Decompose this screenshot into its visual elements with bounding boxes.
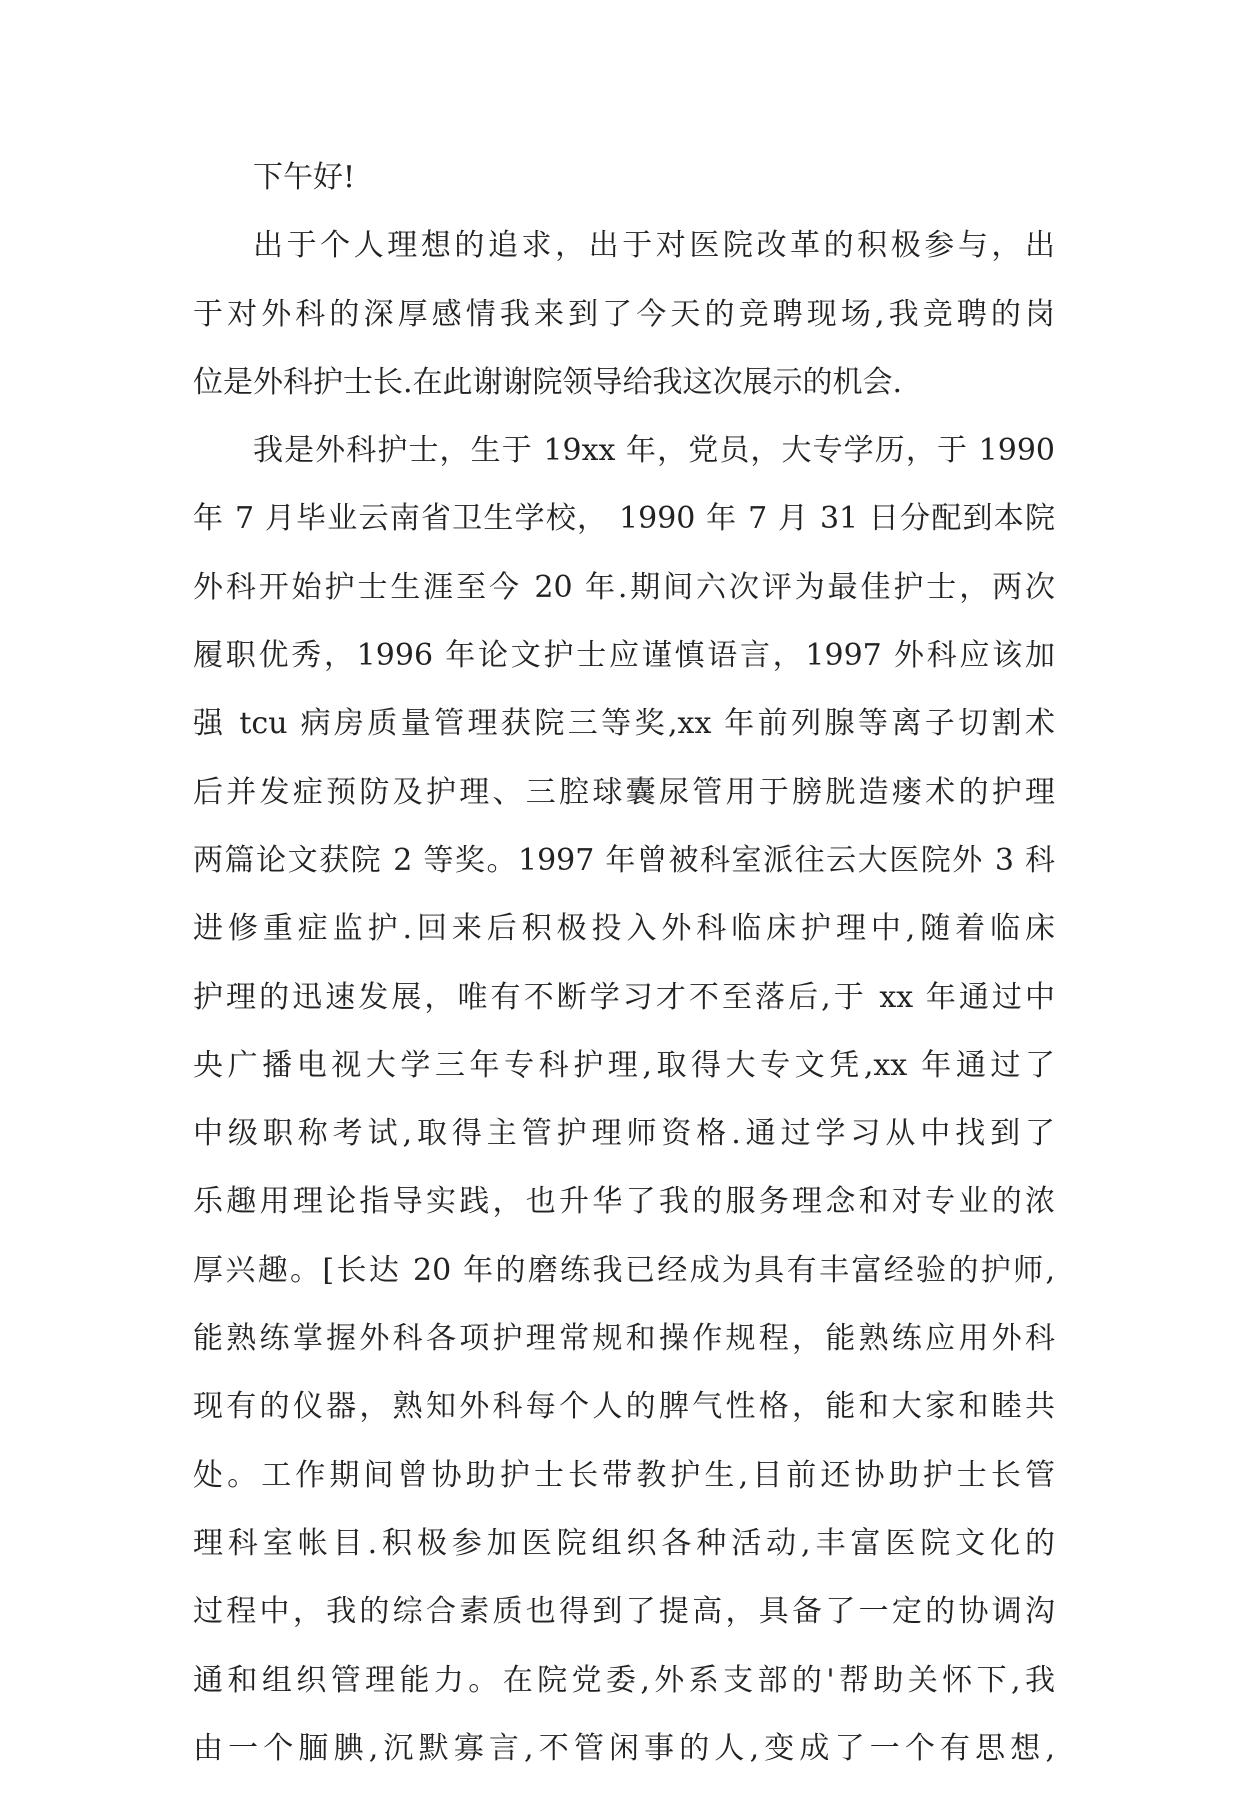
text-line: 能熟练掌握外科各项护理常规和操作规程，能熟练应用外科 (193, 1321, 1055, 1357)
text-line: 由一个腼腆,沉默寡言,不管闲事的人,变成了一个有思想, (193, 1730, 1055, 1766)
text-line: 过程中，我的综合素质也得到了提高，具备了一定的协调沟 (193, 1594, 1055, 1630)
text-line: 履职优秀，1996 年论文护士应谨慎语言，1997 外科应该加 (193, 638, 1055, 674)
text-line: 护理的迅速发展，唯有不断学习才不至落后,于 xx 年通过中 (193, 979, 1055, 1015)
text-line: 理科室帐目.积极参加医院组织各种活动,丰富医院文化的 (193, 1525, 1055, 1561)
text-line: 后并发症预防及护理、三腔球囊尿管用于膀胱造瘘术的护理 (193, 774, 1055, 810)
text-line: 下午好! (253, 160, 356, 195)
text-line: 于对外科的深厚感情我来到了今天的竞聘现场,我竞聘的岗 (193, 296, 1055, 332)
text-line: 位是外科护士长.在此谢谢院领导给我这次展示的机会. (193, 364, 903, 400)
text-line: 央广播电视大学三年专科护理,取得大专文凭,xx 年通过了 (193, 1047, 1055, 1083)
text-line: 年 7 月毕业云南省卫生学校， 1990 年 7 月 31 日分配到本院 (193, 501, 1055, 537)
text-line: 处。工作期间曾协助护士长带教护生,目前还协助护士长管 (193, 1457, 1055, 1493)
text-line: 通和组织管理能力。在院党委,外系支部的'帮助关怀下,我 (193, 1662, 1055, 1698)
text-line: 中级职称考试,取得主管护理师资格.通过学习从中找到了 (193, 1116, 1055, 1152)
text-line: 强 tcu 病房质量管理获院三等奖,xx 年前列腺等离子切割术 (193, 706, 1055, 742)
text-line: 我是外科护士，生于 19xx 年，党员，大专学历，于 1990 (253, 433, 1055, 469)
text-line: 进修重症监护.回来后积极投入外科临床护理中,随着临床 (193, 911, 1055, 947)
text-line: 乐趣用理论指导实践，也升华了我的服务理念和对专业的浓 (193, 1184, 1055, 1220)
text-line: 厚兴趣。[长达 20 年的磨练我已经成为具有丰富经验的护师, (193, 1252, 1055, 1288)
document-body (193, 158, 1055, 1797)
text-line: 两篇论文获院 2 等奖。1997 年曾被科室派往云大医院外 3 科 (193, 842, 1055, 878)
text-line: 现有的仪器，熟知外科每个人的脾气性格，能和大家和睦共 (193, 1389, 1055, 1425)
text-line: 出于个人理想的追求，出于对医院改革的积极参与，出 (253, 228, 1055, 264)
text-line: 外科开始护士生涯至今 20 年.期间六次评为最佳护士，两次 (193, 569, 1055, 605)
